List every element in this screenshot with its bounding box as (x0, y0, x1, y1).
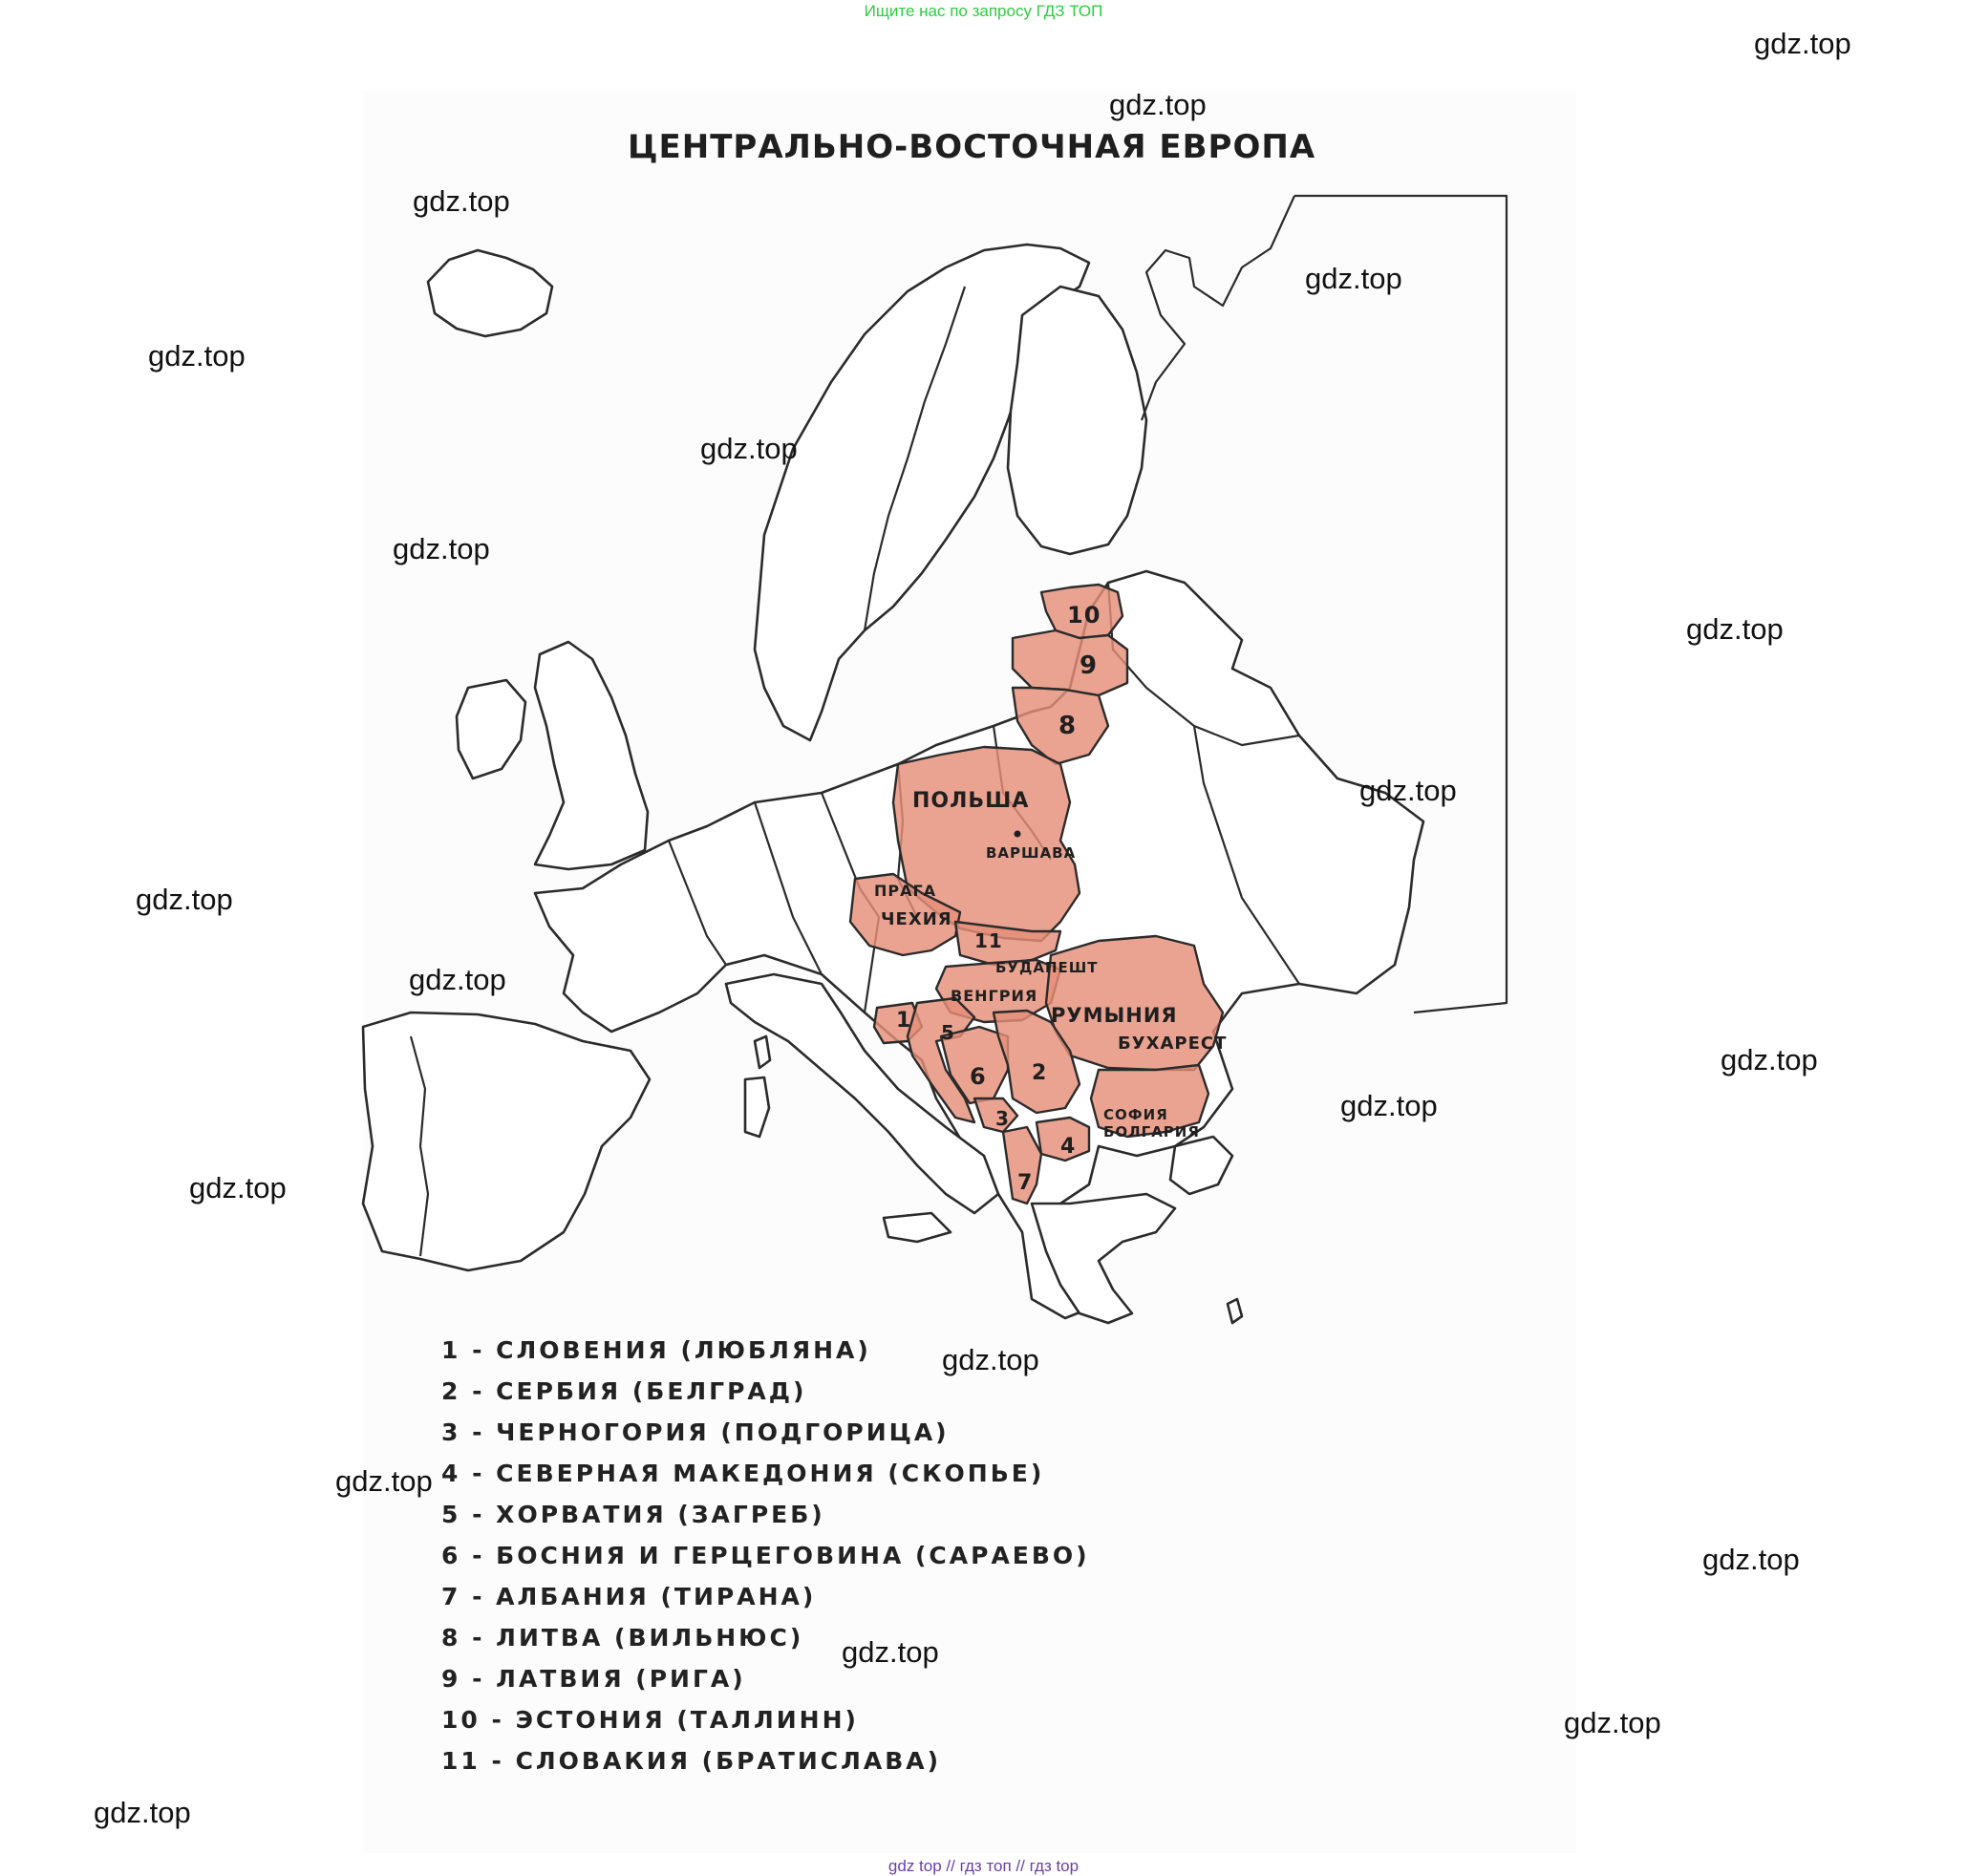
watermark: gdz.top (136, 883, 233, 916)
label-bucharest: БУХАРЕСТ (1118, 1034, 1228, 1054)
turkey-europe (1170, 1137, 1232, 1194)
legend-item: 2 - СЕРБИЯ (БЕЛГРАД) (441, 1377, 807, 1405)
russia-coast (1142, 196, 1294, 420)
finland (1008, 287, 1146, 554)
watermark: gdz.top (413, 184, 510, 218)
label-num-10: 10 (1067, 602, 1101, 629)
legend-item: 7 - АЛБАНИЯ (ТИРАНА) (441, 1583, 817, 1610)
label-poland: ПОЛЬША (912, 789, 1030, 813)
label-romania: РУМЫНИЯ (1051, 1004, 1178, 1027)
label-num-8: 8 (1058, 712, 1078, 740)
ireland (457, 680, 525, 778)
watermark: gdz.top (148, 339, 246, 373)
iceland (428, 250, 552, 336)
label-num-5: 5 (941, 1021, 955, 1044)
watermark: gdz.top (1721, 1043, 1818, 1077)
watermark: gdz.top (700, 432, 798, 465)
legend-item: 9 - ЛАТВИЯ (РИГА) (441, 1665, 746, 1693)
legend-item: 10 - ЭСТОНИЯ (ТАЛЛИНН) (441, 1706, 859, 1734)
legend-item: 11 - СЛОВАКИЯ (БРАТИСЛАВА) (441, 1747, 942, 1775)
watermark: gdz.top (1564, 1706, 1661, 1739)
label-num-4: 4 (1060, 1135, 1077, 1159)
label-num-1: 1 (896, 1009, 912, 1033)
watermark: gdz.top (393, 532, 490, 565)
label-num-9: 9 (1080, 651, 1099, 680)
watermark: gdz.top (1754, 27, 1851, 60)
iberia (363, 1013, 650, 1270)
legend-item: 1 - СЛОВЕНИЯ (ЛЮБЛЯНА) (441, 1336, 871, 1364)
watermark: gdz.top (409, 963, 506, 996)
legend-item: 3 - ЧЕРНОГОРИЯ (ПОДГОРИЦА) (441, 1418, 950, 1446)
legend-item: 8 - ЛИТВА (ВИЛЬНЮС) (441, 1624, 804, 1652)
corsica (755, 1036, 770, 1068)
sicily (884, 1213, 951, 1242)
warsaw-dot (1015, 831, 1021, 838)
bottom-banner[interactable]: gdz top // гдз топ // гдз top (887, 1857, 1080, 1875)
label-sofia: СОФИЯ (1103, 1106, 1168, 1123)
top-banner[interactable]: Ищите нас по запросу ГДЗ ТОП (864, 2, 1103, 20)
great-britain (535, 642, 648, 869)
watermark: gdz.top (842, 1635, 939, 1669)
label-budapest: БУДАПЕШТ (995, 959, 1099, 976)
watermark: gdz.top (1305, 262, 1402, 295)
label-num-11: 11 (974, 929, 1003, 952)
watermark: gdz.top (1359, 774, 1457, 807)
watermark: gdz.top (94, 1796, 191, 1829)
label-czechia: ЧЕХИЯ (881, 909, 952, 929)
watermark: gdz.top (1686, 612, 1784, 646)
latvia (1013, 630, 1127, 695)
legend-item: 5 - ХОРВАТИЯ (ЗАГРЕБ) (441, 1501, 825, 1528)
label-warsaw: ВАРШАВА (986, 844, 1077, 862)
label-num-7: 7 (1017, 1171, 1034, 1195)
sardinia (745, 1077, 769, 1137)
legend-item: 6 - БОСНИЯ И ГЕРЦЕГОВИНА (САРАЕВО) (441, 1542, 1090, 1569)
map-title: ЦЕНТРАЛЬНО-ВОСТОЧНАЯ ЕВРОПА (628, 128, 1316, 166)
watermark: gdz.top (942, 1343, 1039, 1376)
label-num-3: 3 (995, 1107, 1010, 1130)
watermark: gdz.top (335, 1464, 433, 1498)
watermark: gdz.top (1109, 88, 1207, 121)
label-num-6: 6 (970, 1063, 987, 1090)
map-legend (441, 1330, 1090, 1781)
label-hungary: ВЕНГРИЯ (951, 987, 1038, 1005)
legend-item: 4 - СЕВЕРНАЯ МАКЕДОНИЯ (СКОПЬЕ) (441, 1460, 1045, 1487)
label-prague: ПРАГА (874, 882, 937, 900)
crete (1228, 1299, 1242, 1323)
watermark: gdz.top (1702, 1543, 1800, 1576)
watermark: gdz.top (1340, 1089, 1438, 1122)
label-num-2: 2 (1032, 1061, 1048, 1085)
label-bulgaria: БОЛГАРИЯ (1103, 1123, 1200, 1141)
watermark: gdz.top (189, 1171, 287, 1204)
